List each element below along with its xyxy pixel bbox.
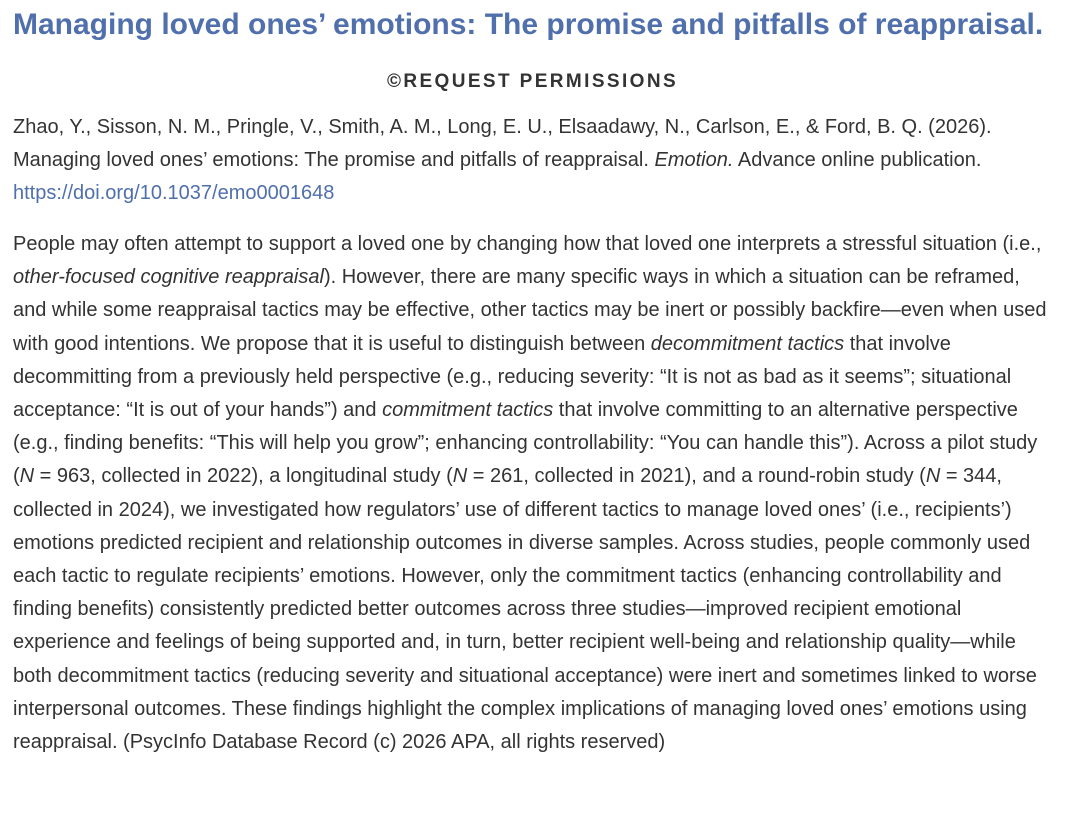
sample-size-n: N bbox=[452, 465, 468, 488]
abstract-emphasis: commitment tactics bbox=[382, 399, 554, 422]
request-permissions-link[interactable]: ©REQUEST PERMISSIONS bbox=[386, 71, 679, 92]
abstract-text: that involve committing to an alternative perspective (e.g., finding benefits: “This will help you grow”; enhancing controllability: “You can handle this”). Across a pilot study ( bbox=[13, 399, 1038, 488]
citation bbox=[13, 111, 1052, 210]
abstract-text: that involve decommitting from a previously held perspective (e.g., reducing severity: “It is not as bad as it seems”; situational acceptance: “It is out of your hands”) and bbox=[13, 332, 1012, 422]
abstract-text: = 261, collected in 2021), and a round-robin study ( bbox=[467, 465, 926, 488]
citation-journal: Emotion. bbox=[654, 149, 734, 171]
article-title: Managing loved ones’ emotions: The promise and pitfalls of reappraisal. bbox=[13, 8, 1044, 41]
sample-size-n: N bbox=[925, 465, 941, 488]
abstract-text: ). However, there are many specific ways in which a situation can be reframed, and while some reappraisal tactics may be effective, other tactics may be inert or possibly backfire—even when used with good intentions. We propose that it is useful to distinguish between bbox=[13, 266, 1047, 355]
abstract-emphasis: decommitment tactics bbox=[650, 332, 845, 355]
abstract-text: = 344, collected in 2024), we investigated how regulators’ use of different tactics to manage loved ones’ (i.e., recipients’) emotions predicted recipient and relationship outcomes in diverse samples. Across studies, people commonly used each tactic to regulate recipients’ emotions. However, only the commitment tactics (enhancing controllability and finding benefits) consistently predicted better outcomes across three studies—improved recipient emotional experience and feelings of being supported and, in turn, better recipient well-being and relationship quality—while both decommitment tactics (reducing severity and situational acceptance) were inert and sometimes linked to worse interpersonal outcomes. These findings highlight the complex implications of managing loved ones’ emotions using reappraisal. (PsycInfo Database Record (c) 2026 APA, all rights reserved) bbox=[13, 465, 1037, 754]
abstract bbox=[13, 228, 1052, 759]
abstract-text: = 963, collected in 2022), a longitudinal study ( bbox=[34, 465, 453, 488]
citation-authors: Zhao, Y., Sisson, N. M., Pringle, V., Smith, A. M., Long, E. U., Elsaadawy, N., Carlson, E., & Ford, B. Q. (2026). Managing loved ones’ emotions: The promise and pitfalls of reappraisal. bbox=[13, 116, 992, 171]
sample-size-n: N bbox=[19, 465, 35, 488]
abstract-text: People may often attempt to support a loved one by changing how that loved one interprets a stressful situation (i.e., bbox=[13, 233, 1042, 255]
doi-link[interactable]: https://doi.org/10.1037/emo0001648 bbox=[13, 182, 335, 204]
citation-status: Advance online publication. bbox=[733, 149, 982, 171]
abstract-emphasis: other-focused cognitive reappraisal bbox=[13, 266, 324, 289]
